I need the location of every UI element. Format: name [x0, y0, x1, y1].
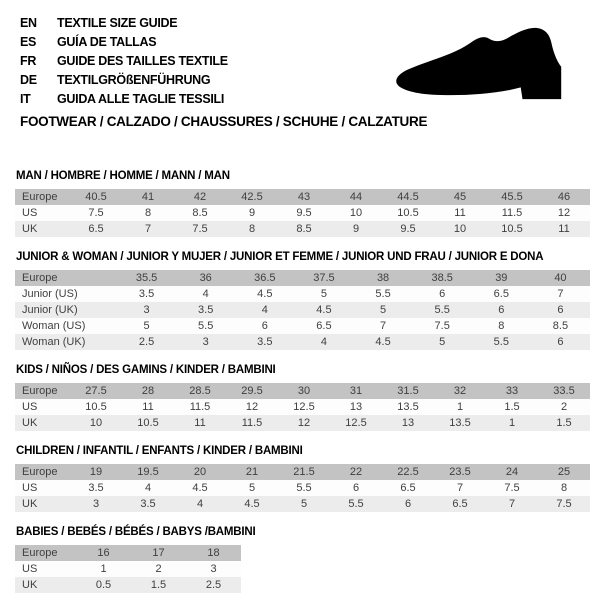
size-cell: 1 — [456, 401, 464, 413]
size-cell: 38.5 — [431, 272, 453, 284]
table-row — [15, 415, 590, 431]
size-cell: 7.5 — [88, 207, 104, 219]
size-cell: 20 — [193, 466, 207, 478]
section-title-babies: BABIES / BEBÉS / BÉBÉS / BABYS /BAMBINI — [16, 526, 256, 538]
size-table-junior-woman — [15, 270, 590, 350]
size-cell: 21.5 — [293, 466, 315, 478]
size-cell: 31 — [349, 385, 363, 397]
size-cell: 4 — [320, 336, 327, 348]
table-row — [15, 383, 590, 399]
size-cell: 8 — [248, 223, 256, 235]
lang-code: DE — [20, 73, 37, 87]
size-cell: 11.5 — [189, 401, 211, 413]
size-cell: 3 — [143, 304, 150, 316]
size-cell: 6.5 — [88, 223, 104, 235]
size-cell: 5.5 — [434, 304, 450, 316]
size-cell: 7.5 — [192, 223, 208, 235]
table-row — [15, 318, 590, 334]
size-cell: 41 — [141, 191, 155, 203]
size-cell: 8.5 — [552, 320, 569, 332]
size-cell: 3 — [210, 563, 217, 575]
size-table-children — [15, 464, 590, 512]
size-table-babies — [15, 545, 241, 593]
table-row — [15, 286, 590, 302]
size-cell: 6 — [261, 320, 268, 332]
size-cell: 28.5 — [189, 385, 211, 397]
size-cell: 9.5 — [400, 223, 416, 235]
size-cell: 44.5 — [397, 191, 419, 203]
row-label: US — [22, 482, 38, 494]
section-man — [15, 170, 590, 237]
size-cell: 45 — [453, 191, 467, 203]
size-cell: 7 — [557, 288, 564, 300]
size-cell: 33 — [505, 385, 519, 397]
size-cell: 12 — [297, 417, 311, 429]
size-cell: 2 — [560, 401, 568, 413]
size-cell: 4.5 — [192, 482, 208, 494]
size-cell: 30 — [297, 385, 311, 397]
size-cell: 4.5 — [375, 336, 391, 348]
size-cell: 5.5 — [348, 498, 364, 510]
size-cell: 4.5 — [244, 498, 260, 510]
size-cell: 5.5 — [493, 336, 509, 348]
table-row — [15, 221, 590, 237]
section-title-children: CHILDREN / INFANTIL / ENFANTS / KINDER / BAMBINI — [16, 445, 303, 457]
lang-title: TEXTILGRÖßENFÜHRUNG — [57, 73, 211, 87]
size-cell: 12.5 — [293, 401, 315, 413]
size-cell: 4.5 — [257, 288, 273, 300]
size-cell: 43 — [297, 191, 311, 203]
size-cell: 13.5 — [397, 401, 419, 413]
lang-title: GUIDE DES TAILLES TEXTILE — [57, 54, 228, 68]
table-row — [15, 496, 590, 512]
row-label: UK — [22, 498, 38, 510]
size-cell: 13 — [401, 417, 415, 429]
lang-title: TEXTILE SIZE GUIDE — [57, 16, 178, 30]
size-cell: 5 — [143, 320, 150, 332]
size-cell: 7.5 — [556, 498, 572, 510]
row-label: Europe — [22, 466, 58, 478]
size-cell: 19.5 — [137, 466, 159, 478]
size-cell: 38 — [376, 272, 390, 284]
size-cell: 11.5 — [241, 417, 263, 429]
size-cell: 17 — [152, 547, 165, 559]
size-table-kids — [15, 383, 590, 431]
lang-code: EN — [20, 16, 37, 30]
size-cell: 7 — [144, 223, 152, 235]
lang-title: GUÍA DE TALLAS — [57, 35, 157, 49]
size-cell: 10.5 — [501, 223, 523, 235]
size-cell: 9 — [352, 223, 360, 235]
size-cell: 13.5 — [449, 417, 471, 429]
size-cell: 3.5 — [138, 288, 155, 300]
guide-header — [0, 0, 600, 129]
size-cell: 0.5 — [95, 579, 112, 591]
size-cell: 23.5 — [449, 466, 471, 478]
table-row — [15, 399, 590, 415]
row-label: Woman (UK) — [22, 336, 86, 348]
size-cell: 2.5 — [138, 336, 155, 348]
size-cell: 1.5 — [150, 579, 167, 591]
size-cell: 45.5 — [501, 191, 523, 203]
size-cell: 40 — [554, 272, 567, 284]
size-cell: 13 — [349, 401, 363, 413]
size-cell: 6.5 — [452, 498, 468, 510]
size-cell: 6 — [498, 304, 505, 316]
row-label: UK — [22, 223, 38, 235]
size-cell: 12.5 — [345, 417, 367, 429]
table-row — [15, 334, 590, 350]
size-cell: 8.5 — [192, 207, 208, 219]
size-cell: 4 — [261, 304, 268, 316]
size-cell: 3.5 — [88, 482, 104, 494]
section-title-kids: KIDS / NIÑOS / DES GAMINS / KINDER / BAMBINI — [16, 364, 276, 376]
section-junior-woman — [15, 251, 590, 350]
size-cell: 3.5 — [198, 304, 214, 316]
size-cell: 12 — [557, 207, 571, 219]
size-cell: 18 — [207, 547, 220, 559]
size-cell: 6 — [352, 482, 360, 494]
row-label: Junior (UK) — [22, 304, 78, 316]
size-cell: 11 — [194, 417, 206, 429]
size-cell: 21 — [245, 466, 259, 478]
size-cell: 46 — [557, 191, 571, 203]
size-tables — [15, 170, 590, 593]
size-cell: 22 — [349, 466, 363, 478]
size-cell: 7 — [508, 498, 516, 510]
size-cell: 7.5 — [504, 482, 520, 494]
row-label: Europe — [22, 272, 58, 284]
size-cell: 1 — [508, 417, 516, 429]
row-label: US — [22, 401, 38, 413]
size-cell: 4.5 — [316, 304, 332, 316]
size-cell: 6.5 — [316, 320, 332, 332]
size-cell: 22.5 — [397, 466, 419, 478]
size-cell: 39 — [495, 272, 508, 284]
table-row — [15, 189, 590, 205]
size-cell: 5 — [439, 336, 446, 348]
size-cell: 42 — [193, 191, 207, 203]
size-cell: 6 — [439, 288, 446, 300]
size-cell: 36.5 — [254, 272, 276, 284]
size-cell: 28 — [141, 385, 155, 397]
size-cell: 2 — [155, 563, 162, 575]
size-cell: 19 — [89, 466, 103, 478]
lang-code: IT — [20, 92, 31, 106]
size-cell: 10.5 — [397, 207, 419, 219]
size-cell: 1 — [100, 563, 107, 575]
size-cell: 11 — [454, 207, 466, 219]
table-row — [15, 302, 590, 318]
size-cell: 5 — [248, 482, 256, 494]
row-label: UK — [22, 579, 38, 591]
size-cell: 7 — [380, 320, 387, 332]
lang-code: FR — [20, 54, 37, 68]
size-cell: 8.5 — [296, 223, 312, 235]
size-cell: 6 — [404, 498, 412, 510]
size-cell: 8 — [144, 207, 152, 219]
size-cell: 24 — [505, 466, 519, 478]
size-cell: 6.5 — [493, 288, 509, 300]
size-cell: 29.5 — [241, 385, 263, 397]
row-label: Europe — [22, 547, 58, 559]
size-cell: 37.5 — [313, 272, 335, 284]
size-cell: 5 — [300, 498, 308, 510]
size-cell: 4 — [196, 498, 204, 510]
size-cell: 4 — [202, 288, 209, 300]
row-label: UK — [22, 417, 38, 429]
table-row — [15, 464, 590, 480]
table-row — [15, 545, 241, 561]
row-label: Woman (US) — [22, 320, 86, 332]
size-cell: 10 — [349, 207, 363, 219]
size-cell: 1.5 — [504, 401, 520, 413]
size-cell: 7 — [456, 482, 464, 494]
row-label: Europe — [22, 385, 58, 397]
size-cell: 8 — [560, 482, 568, 494]
size-cell: 42.5 — [241, 191, 263, 203]
size-cell: 11.5 — [501, 207, 523, 219]
section-babies — [15, 526, 590, 593]
size-cell: 25 — [557, 466, 571, 478]
row-label: US — [22, 207, 38, 219]
table-row — [15, 205, 590, 221]
size-cell: 5.5 — [198, 320, 214, 332]
size-cell: 31.5 — [397, 385, 419, 397]
size-cell: 44 — [349, 191, 363, 203]
size-cell: 10.5 — [137, 417, 159, 429]
size-cell: 40.5 — [85, 191, 107, 203]
size-cell: 1.5 — [556, 417, 572, 429]
size-cell: 12 — [245, 401, 259, 413]
size-cell: 7.5 — [434, 320, 450, 332]
size-table-man — [15, 189, 590, 237]
dress-shoe-icon — [392, 22, 572, 106]
size-cell: 36 — [199, 272, 212, 284]
section-title-man: MAN / HOMBRE / HOMME / MANN / MAN — [16, 170, 230, 182]
size-cell: 6.5 — [400, 482, 416, 494]
section-children — [15, 445, 590, 512]
table-row — [15, 561, 241, 577]
size-cell: 35.5 — [135, 272, 158, 284]
size-cell: 11 — [142, 401, 154, 413]
size-cell: 33.5 — [553, 385, 575, 397]
section-kids — [15, 364, 590, 431]
size-cell: 10.5 — [85, 401, 107, 413]
size-cell: 10 — [453, 223, 467, 235]
size-cell: 3 — [92, 498, 100, 510]
size-cell: 8 — [498, 320, 505, 332]
size-cell: 3.5 — [257, 336, 273, 348]
lang-title: GUIDA ALLE TAGLIE TESSILI — [57, 92, 225, 106]
size-cell: 27.5 — [85, 385, 107, 397]
row-label: Europe — [22, 191, 58, 203]
table-row — [15, 577, 241, 593]
category-title: FOOTWEAR / CALZADO / CHAUSSURES / SCHUHE / CALZATURE — [20, 114, 428, 129]
size-cell: 2.5 — [205, 579, 222, 591]
row-label: Junior (US) — [22, 288, 78, 300]
lang-code: ES — [20, 35, 37, 49]
size-cell: 10 — [89, 417, 103, 429]
size-cell: 5.5 — [375, 288, 391, 300]
size-cell: 11 — [558, 223, 570, 235]
section-title-junior-woman: JUNIOR & WOMAN / JUNIOR Y MUJER / JUNIOR ET FEMME / JUNIOR UND FRAU / JUNIOR E DONA — [16, 251, 544, 263]
size-cell: 9 — [248, 207, 256, 219]
size-cell: 9.5 — [296, 207, 312, 219]
size-cell: 5 — [380, 304, 387, 316]
size-cell: 5 — [320, 288, 327, 300]
size-cell: 32 — [453, 385, 467, 397]
size-cell: 16 — [97, 547, 110, 559]
size-cell: 3.5 — [140, 498, 156, 510]
table-row — [15, 270, 590, 286]
row-label: US — [22, 563, 38, 575]
size-cell: 5.5 — [296, 482, 312, 494]
table-row — [15, 480, 590, 496]
size-cell: 3 — [202, 336, 209, 348]
size-cell: 4 — [144, 482, 152, 494]
size-cell: 6 — [557, 304, 564, 316]
size-cell: 6 — [557, 336, 564, 348]
